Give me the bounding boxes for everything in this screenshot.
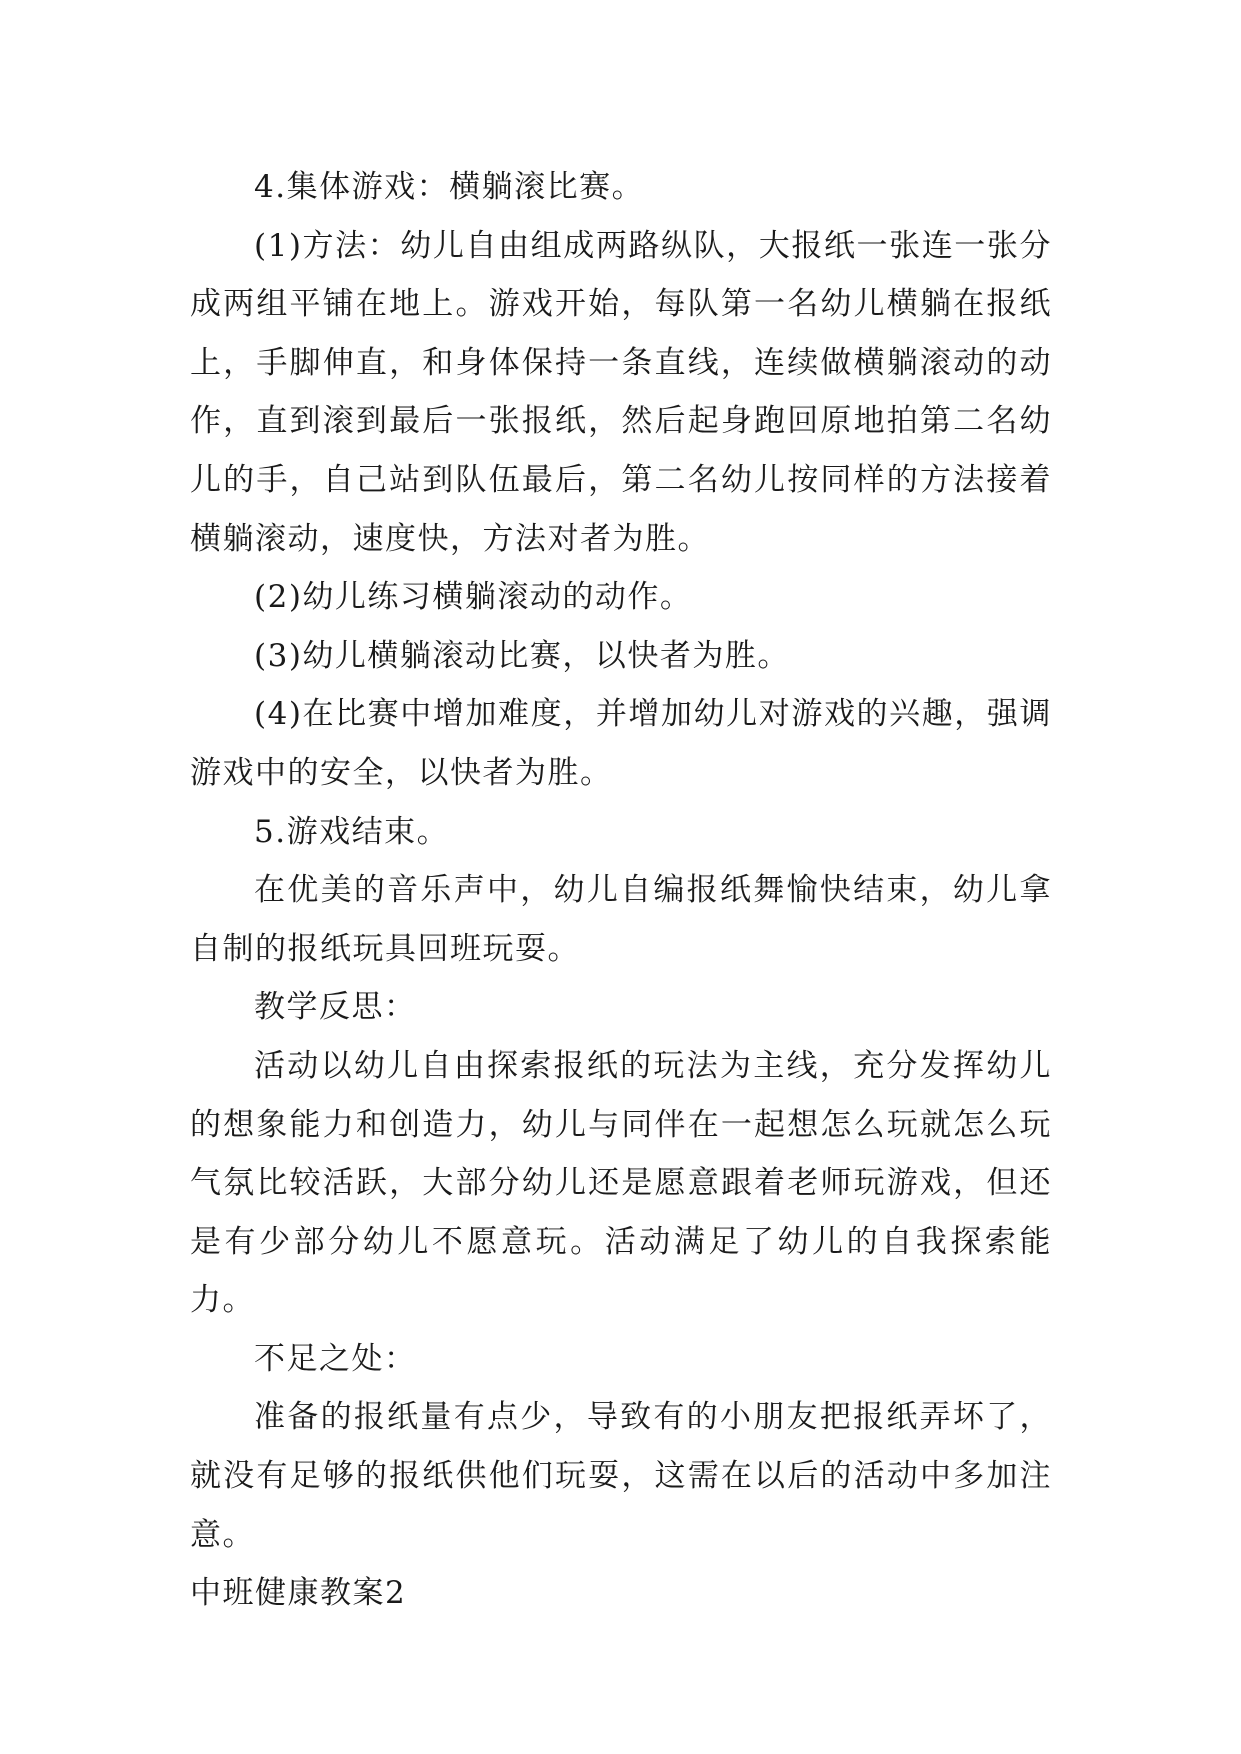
paragraph-reflection-heading: 教学反思： — [254, 989, 417, 1026]
paragraph-shortcomings: 准备的报纸量有点少，导致有的小朋友把报纸弄坏了，就没有足够的报纸供他们玩耍，这需在以后的活动中多加注意。 — [190, 1399, 1052, 1553]
paragraph-game-end: 5.游戏结束。 — [254, 813, 450, 850]
paragraph-competition: (3)幼儿横躺滚动比赛，以快者为胜。 — [254, 637, 790, 674]
paragraph-music-ending: 在优美的音乐声中，幼儿自编报纸舞愉快结束，幼儿拿自制的报纸玩具回班玩耍。 — [190, 872, 1052, 967]
paragraph-method: (1)方法：幼儿自由组成两路纵队，大报纸一张连一张分成两组平铺在地上。游戏开始，每队第一名幼儿横躺在报纸上，手脚伸直，和身体保持一条直线，连续做横躺滚动的动作，直到滚到最后一张报纸，然后起身跑回原地拍第二名幼儿的手，自己站到队伍最后，第二名幼儿按同样的方法接着横躺滚动，速度快，方法对者为胜。 — [190, 227, 1052, 557]
paragraph-difficulty: (4)在比赛中增加难度，并增加幼儿对游戏的兴趣，强调游戏中的安全，以快者为胜。 — [190, 696, 1052, 791]
section-title: 中班健康教案2 — [190, 1575, 407, 1612]
paragraph-reflection: 活动以幼儿自由探索报纸的玩法为主线，充分发挥幼儿的想象能力和创造力，幼儿与同伴在一起想怎么玩就怎么玩气氛比较活跃，大部分幼儿还是愿意跟着老师玩游戏，但还是有少部分幼儿不愿意玩。活动满足了幼儿的自我探索能力。 — [190, 1047, 1052, 1319]
paragraph-practice: (2)幼儿练习横躺滚动的动作。 — [254, 579, 693, 616]
paragraph-shortcomings-heading: 不足之处： — [254, 1340, 417, 1377]
document-body — [190, 158, 1052, 1623]
paragraph-game-title: 4.集体游戏：横躺滚比赛。 — [254, 169, 645, 205]
